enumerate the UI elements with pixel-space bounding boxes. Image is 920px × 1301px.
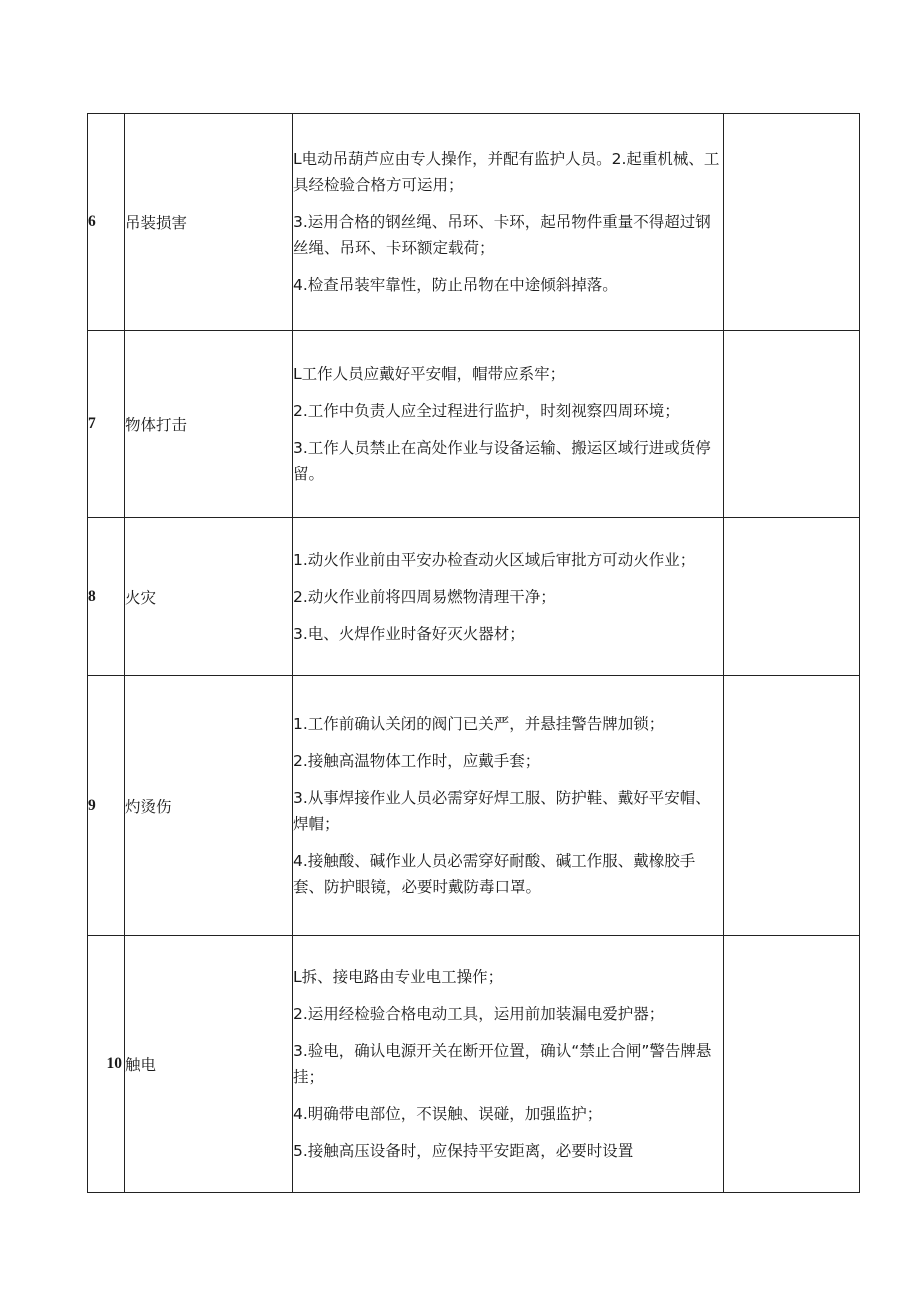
measure-item: 2.动火作业前将四周易燃物清理干净； [293, 587, 556, 606]
measure-item: L拆、接电路由专业电工操作； [293, 968, 504, 986]
measure-item: 2.运用经检验合格电动工具，运用前加装漏电爱护器； [293, 1005, 665, 1023]
hazard-type: 灼烫伤 [125, 676, 293, 936]
measure-item: 1.工作前确认关闭的阀门已关严，并悬挂警告牌加锁； [293, 715, 665, 733]
measure-item: 3.运用合格的钢丝绳、吊环、卡环，起吊物件重量不得超过钢丝绳、吊环、卡环额定载荷； [293, 213, 711, 257]
hazard-measures-table [87, 113, 860, 1193]
control-measures [293, 518, 724, 676]
empty-cell [724, 676, 860, 936]
control-measures [293, 331, 724, 518]
row-number: 6 [88, 114, 125, 331]
empty-cell [724, 331, 860, 518]
row-number: 9 [88, 676, 125, 936]
measure-item: L电动吊葫芦应由专人操作，并配有监护人员。2.起重机械、工具经检验合格方可运用； [293, 150, 720, 194]
table-row [88, 114, 860, 331]
measure-item: 4.明确带电部位，不误触、误碰，加强监护； [293, 1105, 603, 1123]
measure-item: 2.工作中负责人应全过程进行监护，时刻视察四周环境； [293, 402, 680, 420]
row-number: 8 [88, 518, 125, 676]
table-row [88, 518, 860, 676]
hazard-type: 物体打击 [125, 331, 293, 518]
measure-item: 4.接触酸、碱作业人员必需穿好耐酸、碱工作服、戴橡胶手套、防护眼镜，必要时戴防毒口罩。 [293, 852, 696, 896]
measure-item: 2.接触高温物体工作时，应戴手套； [293, 752, 541, 770]
control-measures [293, 676, 724, 936]
measure-item: L工作人员应戴好平安帽，帽带应系牢； [293, 365, 566, 383]
measure-item: 1.动火作业前由平安办检查动火区域后审批方可动火作业； [293, 550, 696, 569]
hazard-type: 触电 [125, 936, 293, 1193]
control-measures [293, 114, 724, 331]
hazard-type: 吊装损害 [125, 114, 293, 331]
row-number: 7 [88, 331, 125, 518]
measure-item: 3.工作人员禁止在高处作业与设备运输、搬运区域行进或货停留。 [293, 439, 711, 483]
empty-cell [724, 518, 860, 676]
empty-cell [724, 114, 860, 331]
measure-item: 5.接触高压设备时，应保持平安距离，必要时设置 [293, 1142, 634, 1160]
table-row [88, 936, 860, 1193]
control-measures [293, 936, 724, 1193]
empty-cell [724, 936, 860, 1193]
table-row [88, 676, 860, 936]
measure-item: 3.验电，确认电源开关在断开位置，确认“禁止合闸”警告牌悬挂； [293, 1042, 712, 1086]
row-number: 10 [88, 936, 125, 1193]
measure-item: 3.电、火焊作业时备好灭火器材； [293, 624, 525, 643]
table-row [88, 331, 860, 518]
measure-item: 4.检查吊装牢靠性，防止吊物在中途倾斜掉落。 [293, 276, 618, 294]
measure-item: 3.从事焊接作业人员必需穿好焊工服、防护鞋、戴好平安帽、焊帽； [293, 789, 711, 833]
hazard-type: 火灾 [125, 518, 293, 676]
